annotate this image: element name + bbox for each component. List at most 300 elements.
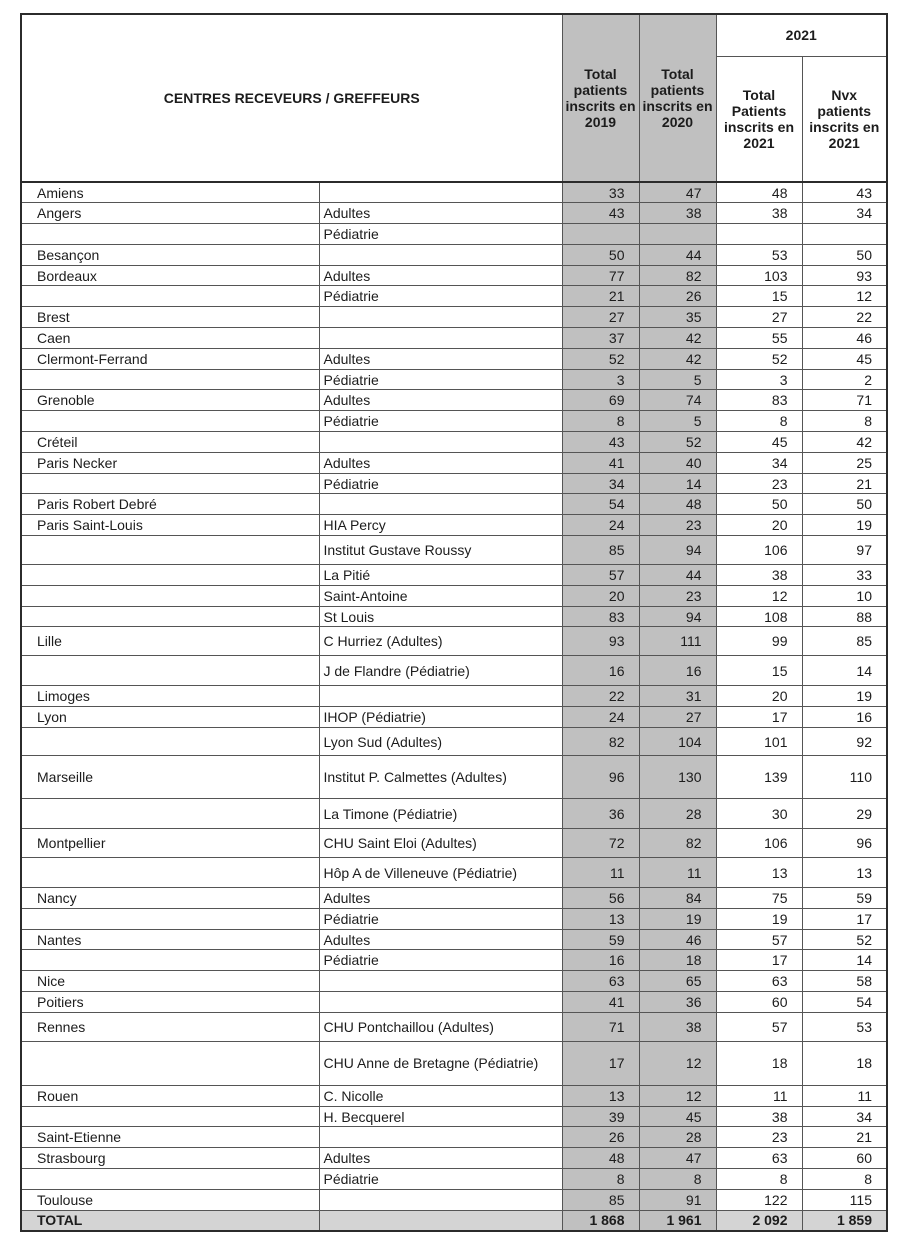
header-line: 2020 — [661, 114, 694, 130]
total-2021-cell: 57 — [716, 929, 802, 950]
centre-cell — [21, 1106, 319, 1127]
unite-cell — [319, 432, 562, 453]
centre-cell — [21, 224, 319, 245]
total-2021-cell: 20 — [716, 515, 802, 536]
value-2020-cell: 40 — [639, 452, 716, 473]
header-2020 — [639, 14, 716, 182]
nvx-2021-cell: 10 — [802, 585, 887, 606]
centre-cell: Lyon — [21, 707, 319, 728]
nvx-2021-cell: 19 — [802, 686, 887, 707]
value-2020-cell: 48 — [639, 494, 716, 515]
total-2021-cell: 75 — [716, 888, 802, 909]
nvx-2021-cell: 71 — [802, 390, 887, 411]
header-line: patients — [650, 82, 705, 98]
value-2020-cell: 12 — [639, 1085, 716, 1106]
value-2019-cell: 13 — [562, 908, 639, 929]
nvx-2021-cell: 11 — [802, 1085, 887, 1106]
unite-cell: Pédiatrie — [319, 908, 562, 929]
table-row — [21, 858, 887, 888]
total-2021-cell: 34 — [716, 452, 802, 473]
total-2021-cell: 12 — [716, 585, 802, 606]
value-2019-cell: 85 — [562, 1189, 639, 1210]
total-2021-cell: 8 — [716, 411, 802, 432]
total-label: TOTAL — [21, 1210, 319, 1231]
total-2021-cell: 8 — [716, 1169, 802, 1190]
total-2021-cell: 50 — [716, 494, 802, 515]
value-2019-cell: 24 — [562, 707, 639, 728]
nvx-2021-cell: 34 — [802, 1106, 887, 1127]
centre-cell — [21, 473, 319, 494]
value-2020-cell: 47 — [639, 182, 716, 203]
value-2020-cell: 82 — [639, 265, 716, 286]
total-2021-cell: 63 — [716, 1148, 802, 1169]
header-line: inscrits en — [809, 118, 880, 135]
table-row — [21, 908, 887, 929]
value-2019-cell: 39 — [562, 1106, 639, 1127]
centre-cell: Nice — [21, 971, 319, 992]
nvx-2021-cell: 13 — [802, 858, 887, 888]
value-2019-cell: 22 — [562, 686, 639, 707]
centre-cell — [21, 411, 319, 432]
value-2020-cell: 23 — [639, 585, 716, 606]
value-2019-cell: 13 — [562, 1085, 639, 1106]
unite-cell — [319, 971, 562, 992]
table-row — [21, 203, 887, 224]
total-2021-cell: 108 — [716, 606, 802, 627]
value-2019-cell: 27 — [562, 307, 639, 328]
value-2020-cell: 19 — [639, 908, 716, 929]
centre-cell — [21, 565, 319, 586]
value-2020-cell: 5 — [639, 411, 716, 432]
total-2021-cell: 15 — [716, 286, 802, 307]
total-nvx-2021-cell: 1 859 — [802, 1210, 887, 1231]
header-total-2021 — [716, 56, 802, 182]
nvx-2021-cell: 43 — [802, 182, 887, 203]
value-2019-cell: 96 — [562, 756, 639, 799]
centres-header: CENTRES RECEVEURS / GREFFEURS — [21, 14, 562, 182]
total-2021-cell: 101 — [716, 728, 802, 756]
centre-cell — [21, 908, 319, 929]
unite-cell: Pédiatrie — [319, 473, 562, 494]
centre-cell — [21, 369, 319, 390]
total-row — [21, 1210, 887, 1231]
header-row — [21, 14, 887, 56]
table-row — [21, 829, 887, 858]
total-2021-cell: 18 — [716, 1041, 802, 1085]
unite-cell: Adultes — [319, 929, 562, 950]
nvx-2021-cell: 50 — [802, 494, 887, 515]
nvx-2021-cell: 110 — [802, 756, 887, 799]
table-row — [21, 707, 887, 728]
nvx-2021-cell: 53 — [802, 1012, 887, 1041]
centre-cell: Toulouse — [21, 1189, 319, 1210]
table-header — [21, 14, 887, 182]
value-2020-cell: 94 — [639, 606, 716, 627]
header-2019 — [562, 14, 639, 182]
unite-cell — [319, 244, 562, 265]
nvx-2021-cell: 21 — [802, 473, 887, 494]
unite-cell: CHU Saint Eloi (Adultes) — [319, 829, 562, 858]
table-row — [21, 390, 887, 411]
value-2020-cell: 38 — [639, 203, 716, 224]
nvx-2021-cell: 60 — [802, 1148, 887, 1169]
unite-cell — [319, 494, 562, 515]
value-2019-cell: 72 — [562, 829, 639, 858]
table-row — [21, 799, 887, 829]
unite-cell — [319, 686, 562, 707]
value-2020-cell: 8 — [639, 1169, 716, 1190]
value-2020-cell: 36 — [639, 992, 716, 1013]
table-row — [21, 992, 887, 1013]
total-2021-cell: 3 — [716, 369, 802, 390]
header-line: Total — [742, 86, 776, 103]
total-2021-cell: 48 — [716, 182, 802, 203]
header-line: Patients — [731, 102, 787, 119]
nvx-2021-cell: 58 — [802, 971, 887, 992]
value-2020-cell: 42 — [639, 328, 716, 349]
value-2019-cell: 24 — [562, 515, 639, 536]
value-2020-cell: 28 — [639, 799, 716, 829]
total-2021-cell: 63 — [716, 971, 802, 992]
value-2019-cell: 43 — [562, 432, 639, 453]
total-2021-cell: 139 — [716, 756, 802, 799]
value-2020-cell: 91 — [639, 1189, 716, 1210]
total-2021-cell: 17 — [716, 707, 802, 728]
value-2020-cell: 45 — [639, 1106, 716, 1127]
centre-cell — [21, 1041, 319, 1085]
centre-cell: Saint-Etienne — [21, 1127, 319, 1148]
unite-cell: Saint-Antoine — [319, 585, 562, 606]
nvx-2021-cell: 17 — [802, 908, 887, 929]
value-2019-cell: 17 — [562, 1041, 639, 1085]
header-line: Total — [661, 66, 694, 82]
centre-cell: Rouen — [21, 1085, 319, 1106]
nvx-2021-cell: 2 — [802, 369, 887, 390]
table-row — [21, 565, 887, 586]
centre-cell — [21, 656, 319, 686]
total-2021-cell: 83 — [716, 390, 802, 411]
unite-cell: St Louis — [319, 606, 562, 627]
total-total-2021-cell: 2 092 — [716, 1210, 802, 1231]
unite-cell: Pédiatrie — [319, 286, 562, 307]
table-row — [21, 606, 887, 627]
value-2020-cell — [639, 224, 716, 245]
value-2020-cell: 18 — [639, 950, 716, 971]
total-2021-cell: 38 — [716, 1106, 802, 1127]
value-2020-cell: 11 — [639, 858, 716, 888]
value-2020-cell: 42 — [639, 348, 716, 369]
value-2020-cell: 35 — [639, 307, 716, 328]
header-line: 2021 — [828, 134, 860, 151]
value-2019-cell: 85 — [562, 536, 639, 565]
header-line: patients — [573, 82, 628, 98]
centre-cell: Paris Saint-Louis — [21, 515, 319, 536]
value-2019-cell: 69 — [562, 390, 639, 411]
table-row — [21, 286, 887, 307]
nvx-2021-cell: 12 — [802, 286, 887, 307]
centre-cell: Paris Necker — [21, 452, 319, 473]
unite-cell: Adultes — [319, 348, 562, 369]
value-2020-cell: 84 — [639, 888, 716, 909]
value-2020-cell: 27 — [639, 707, 716, 728]
centre-cell: Brest — [21, 307, 319, 328]
unite-cell: Pédiatrie — [319, 950, 562, 971]
table-row — [21, 888, 887, 909]
centre-cell: Angers — [21, 203, 319, 224]
centre-cell: Rennes — [21, 1012, 319, 1041]
table-row — [21, 1041, 887, 1085]
total-2021-cell: 122 — [716, 1189, 802, 1210]
total-2021-cell: 103 — [716, 265, 802, 286]
centre-cell: Amiens — [21, 182, 319, 203]
table-row — [21, 929, 887, 950]
unite-cell: Hôp A de Villeneuve (Pédiatrie) — [319, 858, 562, 888]
header-line: patients — [817, 102, 872, 119]
value-2020-cell: 111 — [639, 627, 716, 656]
centre-cell: Limoges — [21, 686, 319, 707]
year-2021-header: 2021 — [716, 14, 887, 56]
table-row — [21, 1106, 887, 1127]
nvx-2021-cell: 50 — [802, 244, 887, 265]
value-2020-cell: 44 — [639, 565, 716, 586]
nvx-2021-cell: 34 — [802, 203, 887, 224]
centre-cell: Clermont-Ferrand — [21, 348, 319, 369]
table-row — [21, 411, 887, 432]
nvx-2021-cell: 45 — [802, 348, 887, 369]
nvx-2021-cell: 33 — [802, 565, 887, 586]
nvx-2021-cell: 85 — [802, 627, 887, 656]
unite-cell — [319, 1127, 562, 1148]
nvx-2021-cell: 14 — [802, 656, 887, 686]
value-2020-cell: 23 — [639, 515, 716, 536]
nvx-2021-cell: 46 — [802, 328, 887, 349]
table-row — [21, 536, 887, 565]
nvx-2021-cell: 14 — [802, 950, 887, 971]
value-2019-cell: 26 — [562, 1127, 639, 1148]
total-2021-cell: 52 — [716, 348, 802, 369]
nvx-2021-cell: 18 — [802, 1041, 887, 1085]
table-row — [21, 728, 887, 756]
value-2020-cell: 44 — [639, 244, 716, 265]
centre-cell: Poitiers — [21, 992, 319, 1013]
nvx-2021-cell: 93 — [802, 265, 887, 286]
unite-cell: Adultes — [319, 265, 562, 286]
value-2019-cell: 93 — [562, 627, 639, 656]
unite-cell: HIA Percy — [319, 515, 562, 536]
nvx-2021-cell: 42 — [802, 432, 887, 453]
total-2021-cell: 38 — [716, 203, 802, 224]
centre-cell — [21, 286, 319, 307]
value-2020-cell: 26 — [639, 286, 716, 307]
nvx-2021-cell: 16 — [802, 707, 887, 728]
registrations-table — [20, 13, 888, 1232]
unite-cell: Adultes — [319, 390, 562, 411]
nvx-2021-cell: 25 — [802, 452, 887, 473]
unite-cell: CHU Anne de Bretagne (Pédiatrie) — [319, 1041, 562, 1085]
table-row — [21, 686, 887, 707]
total-2021-cell: 17 — [716, 950, 802, 971]
centre-cell: Grenoble — [21, 390, 319, 411]
value-2019-cell: 71 — [562, 1012, 639, 1041]
value-2020-cell: 28 — [639, 1127, 716, 1148]
table-row — [21, 432, 887, 453]
value-2019-cell: 41 — [562, 452, 639, 473]
table-row — [21, 473, 887, 494]
table-row — [21, 224, 887, 245]
total-2021-cell: 23 — [716, 1127, 802, 1148]
unite-cell: Adultes — [319, 888, 562, 909]
table-row — [21, 1148, 887, 1169]
value-2019-cell: 37 — [562, 328, 639, 349]
value-2019-cell: 48 — [562, 1148, 639, 1169]
header-line: Nvx — [831, 86, 858, 103]
nvx-2021-cell: 59 — [802, 888, 887, 909]
centre-cell: Besançon — [21, 244, 319, 265]
value-2020-cell: 104 — [639, 728, 716, 756]
total-2021-cell: 30 — [716, 799, 802, 829]
header-nvx-2021 — [802, 56, 887, 182]
unite-cell: Pédiatrie — [319, 411, 562, 432]
table-row — [21, 585, 887, 606]
table-row — [21, 265, 887, 286]
value-2020-cell: 82 — [639, 829, 716, 858]
total-2021-cell: 99 — [716, 627, 802, 656]
total-2021-cell: 38 — [716, 565, 802, 586]
unite-cell — [319, 992, 562, 1013]
table-row — [21, 515, 887, 536]
value-2019-cell: 83 — [562, 606, 639, 627]
table-row — [21, 1127, 887, 1148]
unite-cell: Pédiatrie — [319, 1169, 562, 1190]
value-2020-cell: 5 — [639, 369, 716, 390]
total-2021-cell: 13 — [716, 858, 802, 888]
total-2021-cell: 106 — [716, 536, 802, 565]
table-row — [21, 369, 887, 390]
value-2019-cell — [562, 224, 639, 245]
table-row — [21, 1085, 887, 1106]
header-line: 2019 — [584, 114, 617, 130]
value-2019-cell: 16 — [562, 656, 639, 686]
total-2021-cell: 27 — [716, 307, 802, 328]
value-2020-cell: 130 — [639, 756, 716, 799]
total-2021-cell: 45 — [716, 432, 802, 453]
total-2021-cell: 15 — [716, 656, 802, 686]
nvx-2021-cell: 92 — [802, 728, 887, 756]
centre-cell: Lille — [21, 627, 319, 656]
unite-cell: CHU Pontchaillou (Adultes) — [319, 1012, 562, 1041]
value-2020-cell: 65 — [639, 971, 716, 992]
total-2021-cell: 57 — [716, 1012, 802, 1041]
value-2020-cell: 31 — [639, 686, 716, 707]
value-2019-cell: 33 — [562, 182, 639, 203]
value-2019-cell: 52 — [562, 348, 639, 369]
value-2020-cell: 47 — [639, 1148, 716, 1169]
unite-cell: C. Nicolle — [319, 1085, 562, 1106]
value-2019-cell: 54 — [562, 494, 639, 515]
table-row — [21, 452, 887, 473]
value-2019-cell: 63 — [562, 971, 639, 992]
value-2020-cell: 12 — [639, 1041, 716, 1085]
total-2020-cell: 1 961 — [639, 1210, 716, 1231]
table-footer — [21, 1210, 887, 1231]
centre-cell — [21, 728, 319, 756]
value-2020-cell: 38 — [639, 1012, 716, 1041]
value-2019-cell: 36 — [562, 799, 639, 829]
nvx-2021-cell: 88 — [802, 606, 887, 627]
unite-cell: Institut P. Calmettes (Adultes) — [319, 756, 562, 799]
value-2019-cell: 8 — [562, 1169, 639, 1190]
centre-cell — [21, 606, 319, 627]
table-row — [21, 656, 887, 686]
table-body — [21, 182, 887, 1210]
unite-cell — [319, 307, 562, 328]
value-2020-cell: 52 — [639, 432, 716, 453]
unite-cell — [319, 1210, 562, 1231]
header-line: inscrits en — [642, 98, 713, 114]
centre-cell — [21, 858, 319, 888]
unite-cell: Adultes — [319, 452, 562, 473]
value-2019-cell: 56 — [562, 888, 639, 909]
unite-cell: Pédiatrie — [319, 369, 562, 390]
header-line: inscrits en — [723, 118, 795, 135]
unite-cell: Adultes — [319, 203, 562, 224]
nvx-2021-cell — [802, 224, 887, 245]
table-row — [21, 328, 887, 349]
unite-cell — [319, 182, 562, 203]
unite-cell: Pédiatrie — [319, 224, 562, 245]
value-2019-cell: 43 — [562, 203, 639, 224]
nvx-2021-cell: 22 — [802, 307, 887, 328]
total-2021-cell: 11 — [716, 1085, 802, 1106]
value-2019-cell: 57 — [562, 565, 639, 586]
value-2019-cell: 50 — [562, 244, 639, 265]
value-2019-cell: 3 — [562, 369, 639, 390]
unite-cell: Adultes — [319, 1148, 562, 1169]
unite-cell: La Pitié — [319, 565, 562, 586]
nvx-2021-cell: 97 — [802, 536, 887, 565]
unite-cell — [319, 328, 562, 349]
centre-cell: Montpellier — [21, 829, 319, 858]
value-2019-cell: 41 — [562, 992, 639, 1013]
unite-cell: Institut Gustave Roussy — [319, 536, 562, 565]
nvx-2021-cell: 96 — [802, 829, 887, 858]
table-row — [21, 244, 887, 265]
unite-cell: J de Flandre (Pédiatrie) — [319, 656, 562, 686]
value-2020-cell: 46 — [639, 929, 716, 950]
total-2021-cell: 60 — [716, 992, 802, 1013]
unite-cell: La Timone (Pédiatrie) — [319, 799, 562, 829]
total-2021-cell: 20 — [716, 686, 802, 707]
centre-cell: Marseille — [21, 756, 319, 799]
nvx-2021-cell: 19 — [802, 515, 887, 536]
table-row — [21, 307, 887, 328]
value-2019-cell: 11 — [562, 858, 639, 888]
centre-cell: Caen — [21, 328, 319, 349]
nvx-2021-cell: 8 — [802, 411, 887, 432]
nvx-2021-cell: 54 — [802, 992, 887, 1013]
nvx-2021-cell: 52 — [802, 929, 887, 950]
centre-cell: Nantes — [21, 929, 319, 950]
value-2019-cell: 82 — [562, 728, 639, 756]
table-row — [21, 1169, 887, 1190]
value-2019-cell: 20 — [562, 585, 639, 606]
nvx-2021-cell: 8 — [802, 1169, 887, 1190]
centre-cell: Bordeaux — [21, 265, 319, 286]
value-2019-cell: 77 — [562, 265, 639, 286]
value-2020-cell: 74 — [639, 390, 716, 411]
centre-cell — [21, 1169, 319, 1190]
total-2021-cell: 19 — [716, 908, 802, 929]
